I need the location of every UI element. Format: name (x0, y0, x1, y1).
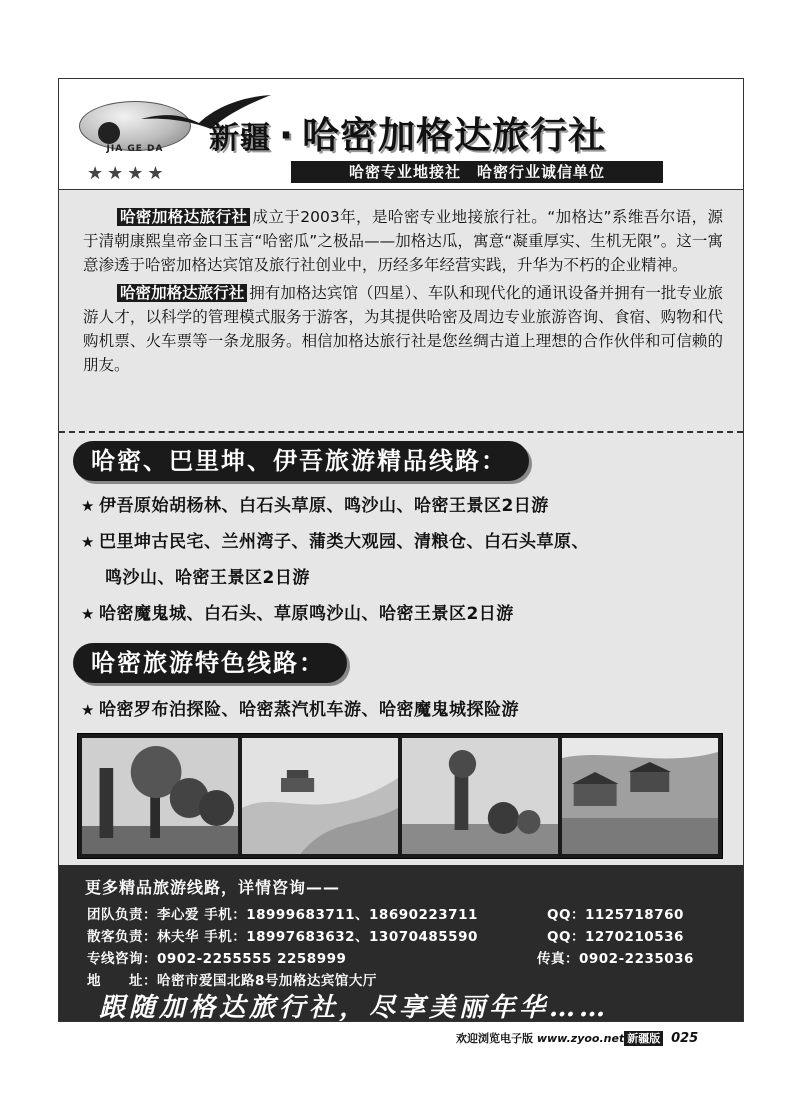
page-number: 025 (671, 1031, 699, 1046)
route-item: ★ 伊吾原始胡杨林、白石头草原、鸣沙山、哈密王景区2日游 (81, 496, 549, 516)
intro-paragraph-1-text: 成立于2003年，是哈密专业地接旅行社。“加格达”系维吾尔语，源于清朝康熙皇帝金口玉言“哈密瓜”之极品——加格达瓜，寓意“凝重厚实、生机无限”。这一寓意渗透于哈密加格达宾馆及旅行社创业中，历经多年经营实践，升华为不朽的企业精神。 (83, 208, 723, 274)
photo-strip (77, 733, 723, 859)
contact-heading: 更多精品旅游线路，详情咨询—— (85, 878, 341, 897)
intro-paragraph-2 (83, 281, 723, 377)
contact-row-address: 地 址：哈密市爱国北路8号加格达宾馆大厅 (87, 973, 377, 989)
section-title-special-routes: 哈密旅游特色线路： (73, 643, 347, 683)
star-icon: ★ (81, 701, 95, 719)
brand-title (209, 105, 606, 159)
company-name-tag: 哈密加格达旅行社 (117, 284, 247, 302)
intro-text (83, 205, 723, 381)
brand-dot: · (279, 114, 295, 157)
photo-grassland-houses (562, 738, 718, 854)
photo-sand-dunes (242, 738, 398, 854)
brand-name: 哈密加格达旅行社 (302, 114, 607, 157)
contact-row-individual: 散客负责：林夫华 手机：18997683632、13070485590 QQ：1270210536 (87, 929, 684, 945)
route-item: ★ 哈密罗布泊探险、哈密蒸汽机车游、哈密魔鬼城探险游 (81, 700, 519, 720)
company-name-tag: 哈密加格达旅行社 (117, 208, 250, 226)
photo-poplar-forest (82, 738, 238, 854)
intro-paragraph-2-text: 拥有加格达宾馆（四星）、车队和现代化的通讯设备并拥有一批专业旅游人才，以科学的管理模式服务于游客，为其提供哈密及周边专业旅游咨询、食宿、购物和代购机票、火车票等一条龙服务。相信加格达旅行社是您丝绸古道上理想的合作伙伴和可信赖的朋友。 (83, 284, 723, 374)
logo-text: JIA GE DA (106, 144, 164, 154)
contact-panel (59, 865, 743, 1021)
footer-website: www.zyoo.net (536, 1032, 625, 1045)
company-logo (79, 87, 189, 154)
slogan-banner: 哈密专业地接社 哈密行业诚信单位 (291, 161, 663, 183)
header (59, 79, 743, 190)
advertisement-page (58, 78, 744, 1022)
contact-row-hotline: 专线咨询：0902-2255555 2258999 传真：0902-2235036 (87, 951, 694, 967)
route-item: ★ 哈密魔鬼城、白石头、草原鸣沙山、哈密王景区2日游 (81, 604, 514, 624)
route-item: ★ 巴里坤古民宅、兰州湾子、蒲类大观园、清粮仓、白石头草原、 (81, 532, 589, 552)
page-footer (456, 1030, 698, 1046)
photo-desert-tree (402, 738, 558, 854)
star-icon: ★ (81, 497, 95, 515)
star-icon: ★ (81, 533, 95, 551)
brand-prefix: 新疆 (209, 121, 271, 156)
route-item-continued: 鸣沙山、哈密王景区2日游 (105, 568, 310, 588)
section-title-premium-routes: 哈密、巴里坤、伊吾旅游精品线路： (73, 441, 529, 481)
intro-paragraph-1 (83, 205, 723, 277)
contact-row-team: 团队负责：李心爱 手机：18999683711、18690223711 QQ：1125718760 (87, 907, 684, 923)
footer-welcome: 欢迎浏览电子版 (456, 1032, 533, 1045)
section-divider (59, 431, 743, 433)
footer-edition: 新疆版 (624, 1031, 663, 1046)
star-icon: ★ (81, 605, 95, 623)
motto: 跟随加格达旅行社，尽享美丽年华…… (99, 993, 610, 1022)
logo-sun-icon (98, 122, 120, 144)
rating-stars: ★★★★ (87, 163, 168, 184)
